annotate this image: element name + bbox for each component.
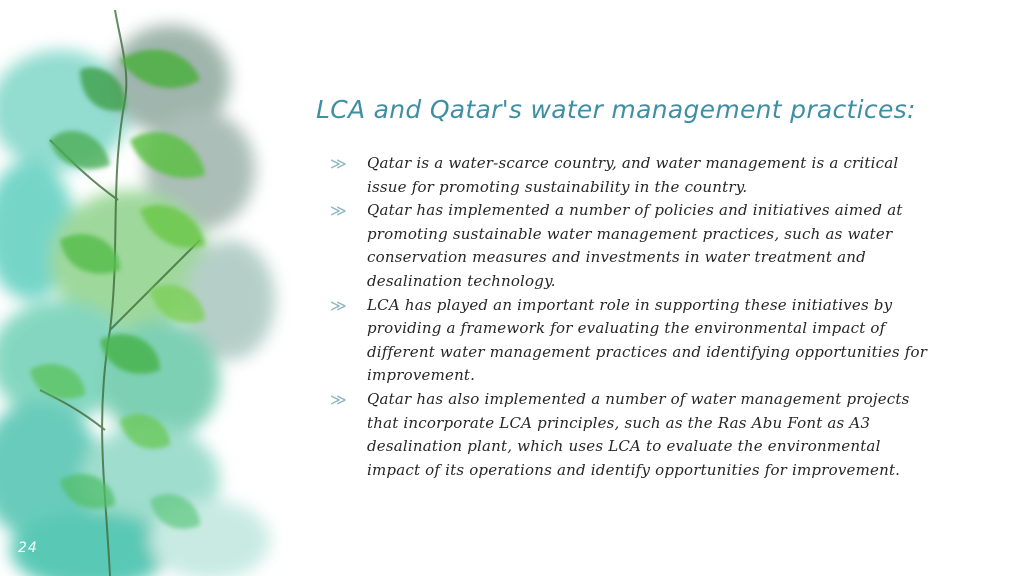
watercolor-leaves-illustration — [0, 0, 300, 576]
bullet-text: Qatar has implemented a number of policies and initiatives aimed at promoting sustainable water management practices, such as water conservation measures and investments in water treatment and desalination technology. — [367, 201, 903, 290]
double-chevron-icon: ≫ — [330, 154, 347, 173]
bullet-text: Qatar is a water-scarce country, and water management is a critical issue for promoting sustainability in the country. — [367, 154, 899, 196]
bullet-text: Qatar has also implemented a number of water management projects that incorporate LCA principles, such as the Ras Abu Font as A3 desalination plant, which uses LCA to evaluate the environmental impact of its operations and identify opportunities for improvement. — [367, 389, 910, 479]
bullet-item — [330, 294, 930, 388]
leaf-branch-icon — [0, 0, 300, 576]
bullet-item — [330, 152, 930, 199]
slide-title: LCA and Qatar's water management practices: — [316, 95, 916, 124]
double-chevron-icon: ≫ — [330, 295, 347, 315]
double-chevron-icon: ≫ — [330, 389, 347, 409]
page-number: 24 — [18, 540, 38, 556]
bullet-item — [330, 388, 930, 482]
bullet-list — [330, 152, 930, 482]
double-chevron-icon: ≫ — [330, 201, 347, 221]
bullet-text: LCA has played an important role in supporting these initiatives by providing a framework for evaluating the environmental impact of different water management practices and identifying opportunities for improvement. — [367, 295, 928, 385]
bullet-item — [330, 199, 930, 293]
